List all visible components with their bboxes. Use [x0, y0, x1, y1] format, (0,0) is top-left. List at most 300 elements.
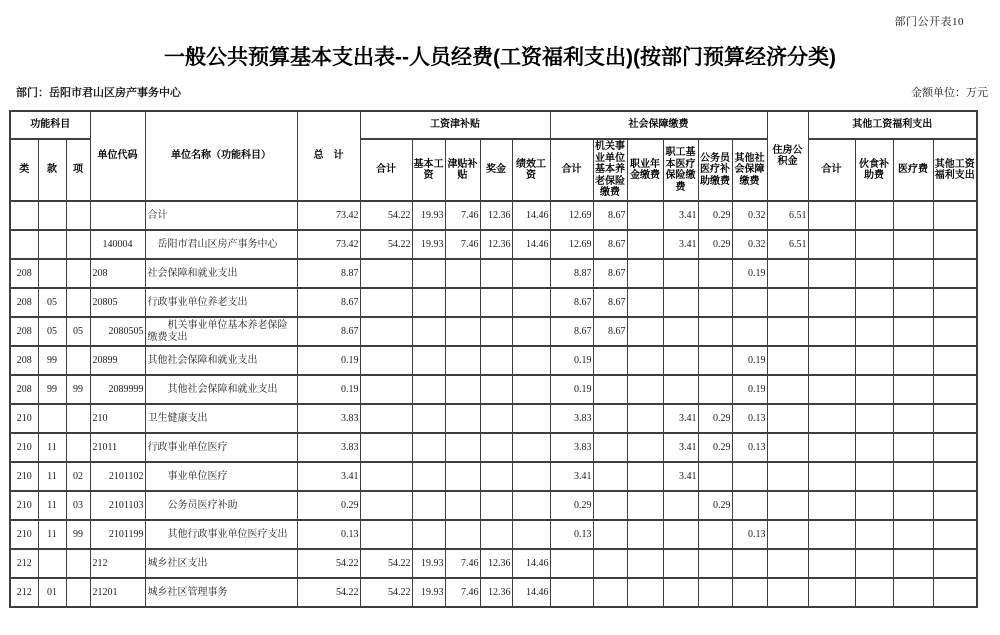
cell-value — [512, 404, 550, 433]
cell-value — [512, 462, 550, 491]
cell-xiang: 99 — [66, 520, 90, 549]
cell-kuan: 99 — [38, 375, 66, 404]
cell-unit-code: 2101102 — [90, 462, 145, 491]
cell-value — [412, 259, 445, 288]
cell-value — [933, 404, 977, 433]
cell-value — [808, 317, 855, 346]
cell-lei: 210 — [10, 491, 38, 520]
cell-value: 12.36 — [480, 549, 512, 578]
table-row — [10, 578, 977, 607]
cell-value — [855, 375, 893, 404]
cell-value — [445, 288, 480, 317]
cell-value — [593, 549, 627, 578]
cell-value: 0.19 — [732, 375, 767, 404]
cell-value — [808, 404, 855, 433]
cell-value — [663, 259, 698, 288]
cell-value — [933, 549, 977, 578]
table-row — [10, 317, 977, 346]
cell-unit-name: 其他行政事业单位医疗支出 — [145, 520, 297, 549]
cell-lei — [10, 201, 38, 230]
cell-value: 8.87 — [550, 259, 593, 288]
cell-kuan — [38, 230, 66, 259]
cell-value — [855, 259, 893, 288]
table-row — [10, 259, 977, 288]
cell-value — [732, 491, 767, 520]
cell-value — [855, 288, 893, 317]
cell-value — [698, 549, 732, 578]
cell-value — [445, 259, 480, 288]
cell-value — [698, 462, 732, 491]
cell-value — [480, 317, 512, 346]
cell-unit-name: 城乡社区支出 — [145, 549, 297, 578]
cell-value: 8.67 — [593, 317, 627, 346]
header-func-group: 功能科目 — [10, 111, 90, 139]
cell-value — [933, 578, 977, 607]
table-row — [10, 462, 977, 491]
cell-value — [808, 433, 855, 462]
cell-xiang: 99 — [66, 375, 90, 404]
cell-value — [360, 346, 412, 375]
cell-value: 19.93 — [412, 201, 445, 230]
header-kuan: 款 — [38, 139, 66, 201]
cell-value — [550, 578, 593, 607]
cell-value — [855, 578, 893, 607]
table-header — [10, 111, 977, 201]
cell-value — [480, 346, 512, 375]
cell-value: 0.19 — [297, 375, 360, 404]
cell-unit-code: 2080505 — [90, 317, 145, 346]
cell-value — [512, 317, 550, 346]
cell-value: 8.67 — [297, 288, 360, 317]
cell-value — [808, 346, 855, 375]
cell-kuan: 11 — [38, 520, 66, 549]
cell-value: 0.32 — [732, 230, 767, 259]
cell-value: 14.46 — [512, 201, 550, 230]
cell-value: 73.42 — [297, 201, 360, 230]
cell-value — [480, 462, 512, 491]
cell-value — [893, 404, 933, 433]
cell-value — [698, 520, 732, 549]
header-unit-code: 单位代码 — [90, 111, 145, 201]
cell-value — [445, 433, 480, 462]
cell-value — [512, 375, 550, 404]
cell-value — [698, 317, 732, 346]
header-social-medical: 职工基本医疗保险缴费 — [663, 139, 698, 201]
cell-xiang: 02 — [66, 462, 90, 491]
cell-value — [627, 462, 663, 491]
department-label: 部门：岳阳市君山区房产事务中心 — [16, 87, 181, 99]
cell-value — [767, 549, 808, 578]
cell-value — [627, 288, 663, 317]
header-housing-fund: 住房公积金 — [767, 111, 808, 201]
header-other-misc: 其他工资福利支出 — [933, 139, 977, 201]
cell-value: 0.13 — [297, 520, 360, 549]
cell-unit-code: 20805 — [90, 288, 145, 317]
cell-value — [360, 288, 412, 317]
cell-value — [412, 491, 445, 520]
cell-value — [480, 520, 512, 549]
cell-unit-name: 岳阳市君山区房产事务中心 — [145, 230, 297, 259]
cell-value — [663, 491, 698, 520]
header-other-medical: 医疗费 — [893, 139, 933, 201]
cell-value: 3.83 — [550, 433, 593, 462]
cell-value — [412, 462, 445, 491]
cell-value — [663, 288, 698, 317]
cell-value — [663, 317, 698, 346]
cell-value — [445, 375, 480, 404]
cell-value — [627, 578, 663, 607]
cell-value — [893, 230, 933, 259]
cell-value — [767, 491, 808, 520]
cell-unit-code: 208 — [90, 259, 145, 288]
cell-value — [360, 317, 412, 346]
cell-unit-name: 社会保障和就业支出 — [145, 259, 297, 288]
cell-value: 0.19 — [732, 346, 767, 375]
cell-value — [627, 201, 663, 230]
cell-value: 3.41 — [663, 462, 698, 491]
cell-value: 0.13 — [732, 433, 767, 462]
cell-value — [480, 433, 512, 462]
cell-value — [933, 433, 977, 462]
cell-value: 73.42 — [297, 230, 360, 259]
cell-xiang — [66, 549, 90, 578]
header-other-total: 合计 — [808, 139, 855, 201]
cell-lei: 208 — [10, 375, 38, 404]
cell-value — [893, 317, 933, 346]
header-grand-total: 总 计 — [297, 111, 360, 201]
cell-unit-name: 城乡社区管理事务 — [145, 578, 297, 607]
cell-value: 0.19 — [297, 346, 360, 375]
cell-lei: 208 — [10, 317, 38, 346]
cell-value — [627, 520, 663, 549]
cell-xiang — [66, 433, 90, 462]
cell-value: 12.36 — [480, 201, 512, 230]
cell-unit-name: 事业单位医疗 — [145, 462, 297, 491]
cell-value: 0.13 — [550, 520, 593, 549]
cell-value: 14.46 — [512, 578, 550, 607]
cell-value — [593, 346, 627, 375]
cell-value — [627, 230, 663, 259]
cell-value: 3.41 — [663, 201, 698, 230]
cell-value: 12.69 — [550, 201, 593, 230]
header-wage-bonus: 奖金 — [480, 139, 512, 201]
cell-value — [663, 520, 698, 549]
cell-value — [855, 201, 893, 230]
cell-value — [593, 404, 627, 433]
cell-unit-name: 公务员医疗补助 — [145, 491, 297, 520]
cell-lei: 212 — [10, 578, 38, 607]
cell-value — [893, 549, 933, 578]
cell-value: 0.29 — [698, 230, 732, 259]
cell-value — [593, 491, 627, 520]
cell-value — [933, 230, 977, 259]
cell-lei: 210 — [10, 520, 38, 549]
cell-value: 54.22 — [360, 549, 412, 578]
page-title: 一般公共预算基本支出表--人员经费(工资福利支出)(按部门预算经济分类) — [164, 46, 836, 69]
cell-lei: 210 — [10, 433, 38, 462]
cell-kuan: 05 — [38, 317, 66, 346]
cell-kuan: 11 — [38, 462, 66, 491]
cell-value — [412, 288, 445, 317]
cell-value — [767, 404, 808, 433]
cell-xiang — [66, 201, 90, 230]
cell-value — [480, 259, 512, 288]
cell-value — [808, 462, 855, 491]
cell-value: 54.22 — [297, 578, 360, 607]
cell-value — [360, 259, 412, 288]
table-row — [10, 346, 977, 375]
cell-value — [480, 288, 512, 317]
cell-unit-name: 其他社会保障和就业支出 — [145, 346, 297, 375]
cell-xiang — [66, 259, 90, 288]
cell-value — [550, 549, 593, 578]
cell-value — [893, 578, 933, 607]
cell-value — [360, 520, 412, 549]
cell-value — [698, 288, 732, 317]
cell-value: 3.41 — [663, 230, 698, 259]
cell-value: 8.87 — [297, 259, 360, 288]
cell-value: 19.93 — [412, 549, 445, 578]
cell-value: 8.67 — [550, 288, 593, 317]
cell-value — [627, 491, 663, 520]
cell-lei: 212 — [10, 549, 38, 578]
cell-value — [893, 288, 933, 317]
cell-lei: 210 — [10, 404, 38, 433]
cell-value: 7.46 — [445, 578, 480, 607]
cell-value — [808, 288, 855, 317]
cell-value — [893, 375, 933, 404]
cell-value — [855, 520, 893, 549]
cell-value — [412, 520, 445, 549]
table-row — [10, 520, 977, 549]
cell-value — [627, 549, 663, 578]
cell-lei: 208 — [10, 346, 38, 375]
cell-value — [893, 462, 933, 491]
cell-value — [893, 491, 933, 520]
cell-kuan — [38, 549, 66, 578]
cell-value — [698, 346, 732, 375]
meta-row — [16, 84, 988, 100]
cell-value: 8.67 — [593, 201, 627, 230]
table-row — [10, 230, 977, 259]
cell-value — [933, 317, 977, 346]
cell-value: 0.19 — [550, 346, 593, 375]
cell-unit-code — [90, 201, 145, 230]
cell-value: 7.46 — [445, 230, 480, 259]
cell-value — [512, 491, 550, 520]
cell-value — [593, 433, 627, 462]
header-social-total: 合计 — [550, 139, 593, 201]
cell-kuan: 11 — [38, 491, 66, 520]
cell-value — [480, 375, 512, 404]
cell-value — [445, 346, 480, 375]
cell-value — [933, 288, 977, 317]
cell-value — [732, 317, 767, 346]
cell-value — [808, 375, 855, 404]
cell-value: 3.83 — [550, 404, 593, 433]
cell-value — [512, 433, 550, 462]
cell-value: 14.46 — [512, 549, 550, 578]
header-unit-name: 单位名称（功能科目） — [145, 111, 297, 201]
cell-kuan: 01 — [38, 578, 66, 607]
amount-unit-label: 金额单位：万元 — [911, 87, 988, 99]
cell-xiang: 05 — [66, 317, 90, 346]
table-body — [10, 201, 977, 607]
cell-unit-name: 行政事业单位养老支出 — [145, 288, 297, 317]
cell-value: 3.83 — [297, 404, 360, 433]
cell-unit-code: 21201 — [90, 578, 145, 607]
cell-value — [512, 520, 550, 549]
cell-value — [855, 317, 893, 346]
cell-value — [808, 201, 855, 230]
cell-value: 54.22 — [360, 201, 412, 230]
cell-value: 7.46 — [445, 549, 480, 578]
header-wage-basic: 基本工资 — [412, 139, 445, 201]
cell-value — [767, 317, 808, 346]
cell-xiang — [66, 404, 90, 433]
cell-value — [855, 230, 893, 259]
cell-xiang — [66, 578, 90, 607]
header-social-pension: 机关事业单位基本养老保险缴费 — [593, 139, 627, 201]
cell-value — [767, 462, 808, 491]
cell-value — [663, 549, 698, 578]
cell-value — [593, 375, 627, 404]
cell-value — [767, 288, 808, 317]
cell-value — [593, 520, 627, 549]
cell-value — [855, 433, 893, 462]
cell-value: 12.69 — [550, 230, 593, 259]
header-social-other: 其他社会保障缴费 — [732, 139, 767, 201]
cell-value: 0.32 — [732, 201, 767, 230]
cell-value: 7.46 — [445, 201, 480, 230]
cell-value — [732, 462, 767, 491]
header-other-group: 其他工资福利支出 — [808, 111, 977, 139]
header-lei: 类 — [10, 139, 38, 201]
cell-lei: 210 — [10, 462, 38, 491]
header-group-row — [10, 111, 977, 139]
cell-unit-name: 卫生健康支出 — [145, 404, 297, 433]
cell-value — [933, 462, 977, 491]
cell-value — [445, 462, 480, 491]
cell-value — [698, 375, 732, 404]
cell-value — [593, 462, 627, 491]
cell-value — [627, 346, 663, 375]
cell-value: 19.93 — [412, 578, 445, 607]
cell-unit-code: 2101103 — [90, 491, 145, 520]
cell-value — [933, 491, 977, 520]
cell-value: 3.41 — [550, 462, 593, 491]
cell-value — [360, 462, 412, 491]
cell-xiang — [66, 346, 90, 375]
cell-kuan — [38, 259, 66, 288]
cell-value: 0.29 — [698, 433, 732, 462]
cell-value: 0.13 — [732, 520, 767, 549]
cell-value — [412, 375, 445, 404]
cell-value — [893, 520, 933, 549]
cell-value — [767, 259, 808, 288]
cell-xiang — [66, 288, 90, 317]
cell-value: 3.41 — [297, 462, 360, 491]
cell-value — [412, 317, 445, 346]
cell-value — [855, 462, 893, 491]
cell-value — [412, 404, 445, 433]
cell-value: 6.51 — [767, 230, 808, 259]
cell-value — [360, 375, 412, 404]
cell-value — [767, 578, 808, 607]
cell-kuan: 05 — [38, 288, 66, 317]
cell-value — [893, 201, 933, 230]
cell-value — [360, 433, 412, 462]
cell-xiang: 03 — [66, 491, 90, 520]
cell-value — [767, 433, 808, 462]
cell-value: 54.22 — [297, 549, 360, 578]
cell-value — [360, 491, 412, 520]
corner-label: 部门公开表10 — [894, 16, 964, 28]
cell-value: 3.83 — [297, 433, 360, 462]
cell-value — [808, 578, 855, 607]
cell-unit-code: 20899 — [90, 346, 145, 375]
table-row — [10, 201, 977, 230]
cell-value — [808, 549, 855, 578]
header-social-annuity: 职业年金缴费 — [627, 139, 663, 201]
cell-value: 8.67 — [593, 288, 627, 317]
cell-unit-name: 其他社会保障和就业支出 — [145, 375, 297, 404]
cell-value: 14.46 — [512, 230, 550, 259]
cell-value: 8.67 — [550, 317, 593, 346]
cell-value — [445, 491, 480, 520]
header-wage-total: 合计 — [360, 139, 412, 201]
cell-value: 3.41 — [663, 433, 698, 462]
header-other-food: 伙食补助费 — [855, 139, 893, 201]
cell-value: 0.13 — [732, 404, 767, 433]
cell-value: 54.22 — [360, 578, 412, 607]
cell-value — [627, 375, 663, 404]
cell-value — [627, 317, 663, 346]
cell-unit-name: 行政事业单位医疗 — [145, 433, 297, 462]
budget-table — [9, 110, 978, 608]
cell-value — [893, 433, 933, 462]
cell-value: 0.29 — [698, 491, 732, 520]
cell-value — [627, 433, 663, 462]
header-wage-allowance: 津贴补贴 — [445, 139, 480, 201]
cell-value — [808, 520, 855, 549]
cell-value: 8.67 — [593, 230, 627, 259]
cell-value — [445, 317, 480, 346]
cell-value — [732, 288, 767, 317]
cell-value — [360, 404, 412, 433]
header-social-civil-medical: 公务员医疗补助缴费 — [698, 139, 732, 201]
cell-value — [893, 259, 933, 288]
cell-value — [627, 259, 663, 288]
cell-value — [855, 491, 893, 520]
cell-value — [808, 230, 855, 259]
cell-kuan — [38, 201, 66, 230]
header-wage-group: 工资津补贴 — [360, 111, 550, 139]
cell-value — [663, 346, 698, 375]
cell-value — [698, 578, 732, 607]
cell-unit-code: 2101199 — [90, 520, 145, 549]
cell-value: 0.29 — [297, 491, 360, 520]
cell-unit-code: 210 — [90, 404, 145, 433]
cell-value: 0.29 — [698, 404, 732, 433]
cell-unit-code: 140004 — [90, 230, 145, 259]
cell-value — [480, 404, 512, 433]
cell-value — [445, 404, 480, 433]
cell-value: 12.36 — [480, 578, 512, 607]
cell-value — [663, 578, 698, 607]
cell-value — [480, 491, 512, 520]
table-row — [10, 549, 977, 578]
